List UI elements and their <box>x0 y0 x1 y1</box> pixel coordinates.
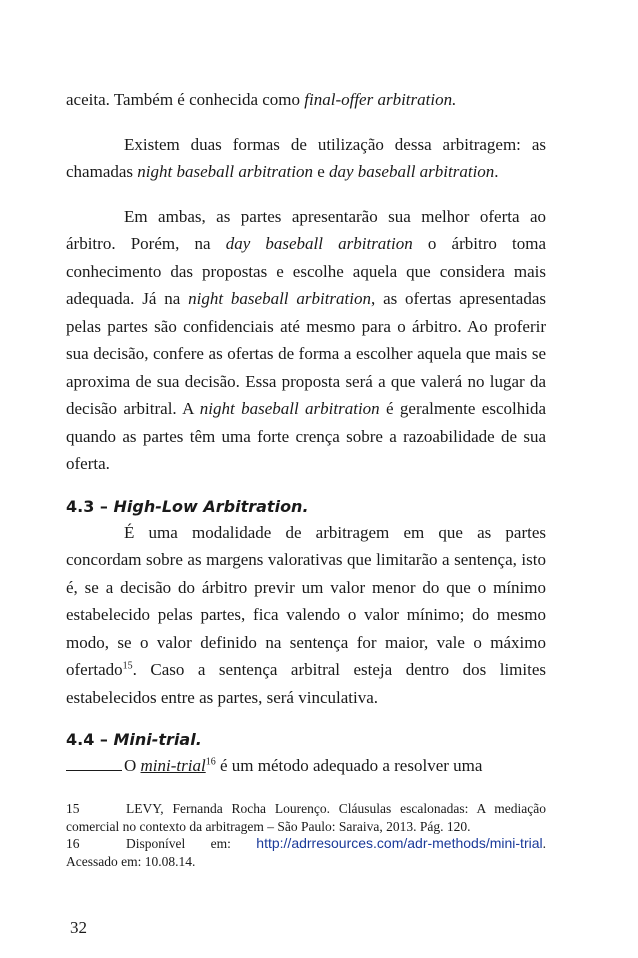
text-run: o árbitro toma conhecimento das propostas e escolhe aquela que considera mais adequada. Já na <box>66 234 547 308</box>
footnote-text: LEVY, Fernanda Rocha Lourenço. Cláusulas escalonadas: A mediação comercial no contexto da arbitragem – São Paulo: Saraiva, 2013. Pág. 120. <box>66 801 546 834</box>
section-title: High-Low Arbitration. <box>113 496 309 516</box>
italic-term: final-offer arbitration. <box>304 90 457 109</box>
text-run: e <box>312 162 330 181</box>
text-run: aceita. Também é conhecida como <box>66 90 305 109</box>
body-text <box>66 86 546 780</box>
footnote-number: 15 <box>66 801 80 816</box>
paragraph-continuation <box>66 86 546 114</box>
page-number: 32 <box>70 918 87 937</box>
italic-term: day baseball arbitration <box>329 162 495 181</box>
italic-term: day baseball arbitration <box>225 234 413 253</box>
footnote-15 <box>66 800 546 835</box>
footnote-number: 16 <box>66 836 80 851</box>
section-title: Mini-trial. <box>113 730 202 749</box>
text-run: é geralmente escolhida quando as partes têm uma forte crença sobre a razoabilidade de sua oferta. <box>66 399 546 473</box>
footnote-text: Disponível em: <box>126 836 257 851</box>
italic-term: night baseball arbitration <box>199 399 380 418</box>
italic-term: night baseball arbitration <box>137 162 313 181</box>
text-run: é um método adequado a resolver uma <box>215 756 483 775</box>
paragraph-high-low <box>66 519 546 712</box>
footnote-ref[interactable]: 16 <box>205 756 216 768</box>
text-run: , as ofertas apresentadas pelas partes são confidenciais até mesmo para o árbitro. Ao proferir sua decisão, confere as ofertas de forma a escolher aquela que mais se aproxima de sua decisão. Essa proposta será a que valerá no lugar da decisão arbitral. A <box>66 289 546 418</box>
text-run: . <box>494 162 499 181</box>
text-run: É uma modalidade de arbitragem em que as partes concordam sobre as margens valorativas que limitarão a sentença, isto é, se a decisão do árbitro previr um valor menor do que o mínimo estabelecido pelas partes, fica valendo o valor mínimo; do mesmo modo, se o valor definido na sentença for maior, vale o máximo ofertado <box>66 522 546 679</box>
italic-term: mini-trial <box>140 756 206 775</box>
section-heading-4-3 <box>66 495 546 519</box>
footnote-link[interactable]: http://adrresources.com/adr-methods/mini-trial <box>256 835 543 851</box>
footnotes <box>66 800 546 870</box>
footnote-separator-rule <box>66 770 122 771</box>
paragraph-both <box>66 203 546 478</box>
text-run: Em ambas, as partes apresentarão sua melhor oferta ao árbitro. Porém, na <box>66 206 546 253</box>
italic-term: night baseball arbitration <box>188 289 371 308</box>
text-run: O <box>124 756 141 775</box>
paragraph-mini-trial <box>66 752 546 780</box>
section-number: 4.4 – <box>66 730 114 749</box>
footnote-16 <box>66 835 546 870</box>
text-run: Existem duas formas de utilização dessa arbitragem: as chamadas <box>66 134 546 181</box>
section-number: 4.3 – <box>66 496 114 516</box>
text-run: . Caso a sentença arbitral esteja dentro dos limites estabelecidos entre as partes, será vinculativa. <box>66 660 546 707</box>
footnote-text: . Acessado em: 10.08.14. <box>66 836 546 869</box>
paragraph-forms <box>66 131 546 186</box>
section-heading-4-4 <box>66 728 546 752</box>
footnote-ref[interactable]: 15 <box>122 660 133 672</box>
